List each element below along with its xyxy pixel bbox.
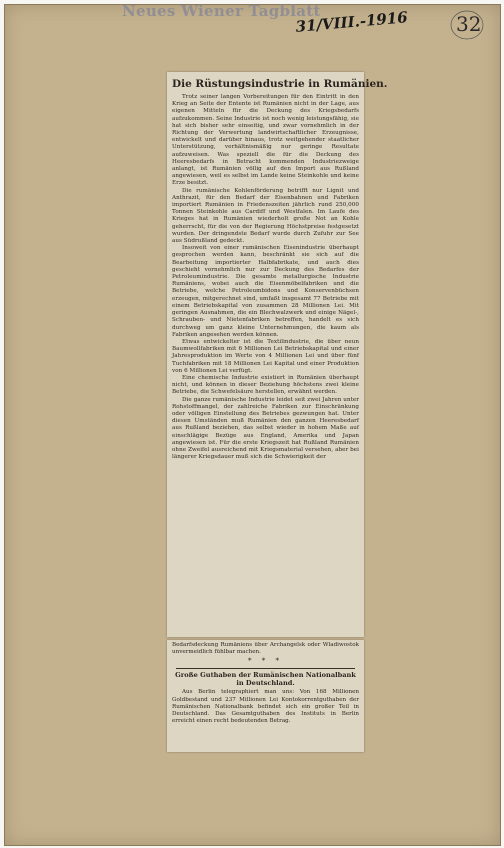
article-paragraph: Die rumänische Kohlenförderung betrifft nur Lignit und Anthrazit, für den Bedarf der Eisenbahnen und Fabriken importiert Rumänien in Friedenszeiten jährlich rund 250,000 Tonnen Steinkohle aus Cardiff und Westfalen. Im Laufe des Krieges hat in Rumänien wiederholt große Not an Kohle geherrscht, für die von der Regierung Höchstpreise festgesetzt wurden. Der dringendste Bedarf wurde durch Zufuhr zur See aus Südrußland gedeckt. (172, 187, 359, 245)
article-paragraph: Etwas entwickelter ist die Textilindustrie, die über neun Baumwollfabriken mit 6 Millionen Lei Betriebskapital und einer Jahresproduktion im Werte von 4 Millionen Lei und über fünf Tuchfabriken mit 18 Millionen Lei Kapital und einer Produktion von 6 Millionen Lei verfügt. (172, 338, 359, 374)
article-clipping (167, 72, 388, 637)
article-paragraph: Trotz seiner langen Vorbereitungen für den Eintritt in den Krieg an Seite der Entente ist Rumänien nicht in der Lage, aus eigenen Mitteln für die Deckung des Kriegsbedarfs aufzukommen. Seine Industrie ist noch wenig leistungsfähig, sie hat sich bisher sehr einseitig, und zwar vornehmlich in der Richtung der Verwertung landwirtschaftlicher Erzeugnisse, entwickelt und darüber hinaus, trotz weitgehender staatlicher Unterstützung, verhältnismäßig nur geringe Resultate aufzuweisen. Was speziell die für die Deckung des Heeresbedarfs in Betracht kommenden Industriezweige anlangt, ist Rumänien völlig auf den Import aus Rußland angewiesen, weil es selbst im Lande keine Steinkohle und keine Erze besitzt. (172, 94, 359, 187)
article-continuation: Bedarfsdeckung Rumäniens über Archangelsk oder Wladiwostok unvermeidlich fühlbar machen. (172, 642, 359, 656)
article-paragraph: Eine chemische Industrie existiert in Rumänien überhaupt nicht, und können in dieser Beziehung höchstens zwei kleine Betriebe, die Schwefelsäure herstellen, erwähnt werden. (172, 374, 359, 396)
divider (176, 668, 355, 669)
notice-headline: Große Guthaben der Rumänischen Nationalbank in Deutschland. (175, 671, 356, 688)
notice-clipping (167, 640, 364, 752)
article-headline: Die Rüstungsindustrie in Rumänien. (172, 78, 388, 90)
newspaper-stamp: Neues Wiener Tagblatt (122, 2, 321, 20)
handwritten-date: 31/VIII.-1916 (294, 8, 409, 36)
article-paragraph: Die ganze rumänische Industrie leidet seit zwei Jahren unter Rohstoffmangel, der zahlreiche Fabriken zur Einschränkung oder völligen Einstellung des Betriebes gezwungen hat. Unter diesen Umständen muß Rumänien den ganzen Heeresbedarf aus Rußland beziehen, das selbst wieder in hohem Maße auf einschlägige Bezüge aus England, Amerika und Japan angewiesen ist. Für die erste Kriegszeit hat Rußland Rumänien ohne Zweifel ausreichend mit Kriegsmaterial versehen, aber bei längerer Kriegsdauer muß sich die Schwierigkeit der (172, 396, 359, 461)
notice-text: Aus Berlin telegraphiert man uns: Von 168 Millionen Goldbestand und 237 Millionen Lei Kontokorrentguthaben der Rumänischen Nationalbank befindet sich ein großer Teil in Deutschland. Das Gesamtguthaben des Instituts in Berlin erreicht einen recht bedeutenden Betrag. (172, 689, 359, 725)
article-paragraph: Insoweit von einer rumänischen Eisenindustrie überhaupt gesprochen werden kann, beschränkt sie sich auf die Bearbeitung importierter Halbfabrikate, und auch dies geschieht vornehmlich nur zur Deckung des Bedarfes der Petroleumindustrie. Die gesamte metallurgische Industrie Rumäniens, wobei auch die Eisenmöbelfabriken und die Betriebe, welche Petroleumbidons und Konservenbüchsen erzeugen, mitgerechnet sind, umfaßt insgesamt 77 Betriebe mit einem Betriebskapital von zusammen 28 Millionen Lei. Mit geringen Ausnahmen, die ein Blechwalzwerk und einige Nägel-, Schrauben- und Nietenfabriken betreffen, handelt es sich durchweg um ganz kleine Unternehmungen, die kaum als Fabriken angesehen werden können. (172, 245, 359, 338)
page-number (452, 10, 486, 40)
separator-stars: * * * (248, 657, 283, 666)
page-number-text: 32 (456, 12, 482, 36)
